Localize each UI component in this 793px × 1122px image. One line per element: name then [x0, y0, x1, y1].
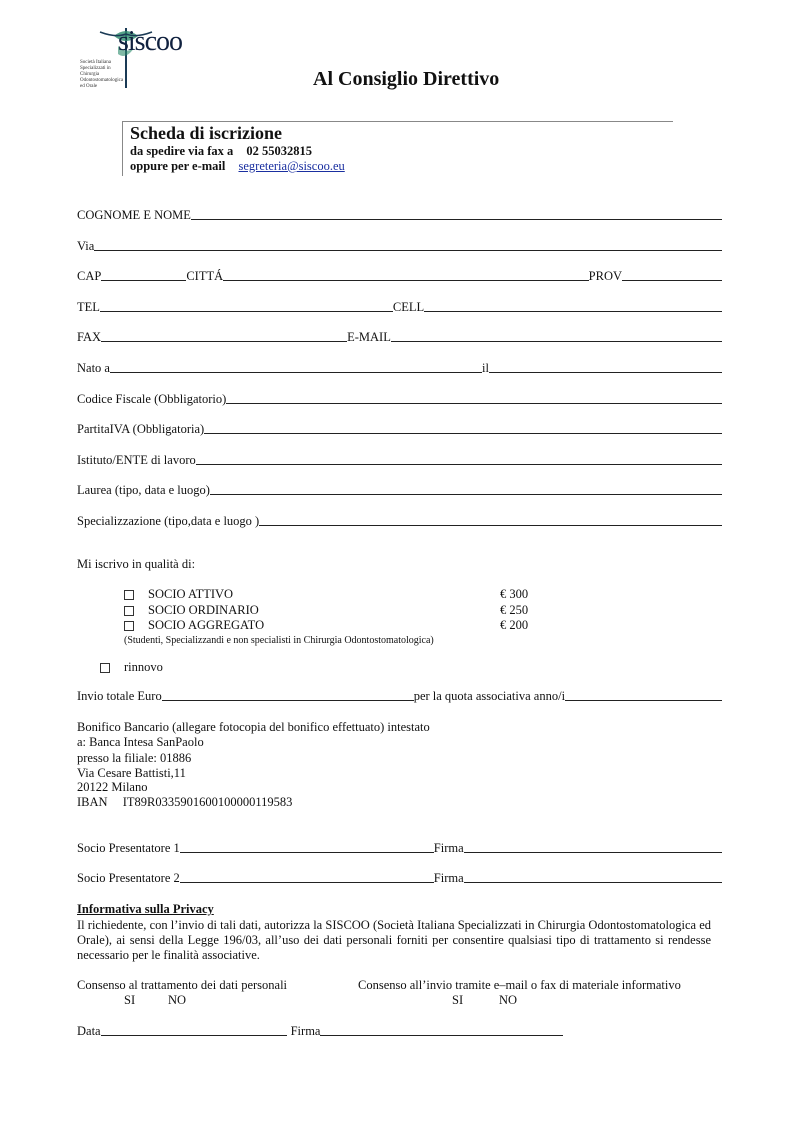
socio1-firma-label: Firma	[433, 841, 464, 855]
prov-field[interactable]	[622, 280, 722, 281]
socio1-row	[77, 841, 722, 856]
iban-line	[77, 795, 292, 810]
tel-label: TEL	[77, 300, 100, 314]
fax-row	[77, 330, 722, 345]
privacy-text: Il richiedente, con l’invio di tali dati, autorizza la SISCOO (Società Italiana Specializzati in Chirurgia Odontostomatologica ed Orale), ai sensi della Legge 196/03, all’uso dei dati personali forniti per consentire qualsiasi tipo di trattamento si rendesse necessario per le finalità associative.	[77, 918, 711, 962]
laurea-row	[77, 483, 722, 498]
via-field[interactable]	[94, 250, 722, 251]
footer-firma-label: Firma	[290, 1024, 321, 1038]
option-label: SOCIO ATTIVO	[148, 587, 234, 601]
email-field[interactable]	[391, 341, 722, 342]
logo-subtext: Società Italiana Specializzati in Chirurgia Odontostomatologica ed Orale	[80, 60, 124, 89]
option-price: € 300	[500, 587, 529, 601]
specializzazione-label: Specializzazione (tipo,data e luogo )	[77, 514, 260, 528]
citta-label: CITTÁ	[186, 269, 224, 283]
istituto-row	[77, 453, 722, 468]
bonifico-line3: presso la filiale: 01886	[77, 751, 192, 765]
rinnovo-label: rinnovo	[124, 660, 163, 674]
membership-intro: Mi iscrivo in qualità di:	[77, 557, 196, 571]
via-label: Via	[77, 239, 95, 253]
socio2-row	[77, 871, 722, 886]
option-label: SOCIO ORDINARIO	[148, 603, 259, 617]
il-field[interactable]	[489, 372, 722, 373]
aggregato-note: (Studenti, Specializzandi e non specialisti in Chirurgia Odontostomatologica)	[124, 635, 434, 646]
socio2-firma-field[interactable]	[464, 882, 722, 883]
nato-row	[77, 361, 722, 376]
cap-label: CAP	[77, 269, 102, 283]
cap-row	[77, 269, 722, 284]
cognome-row	[77, 208, 722, 223]
fax-number: 02 55032815	[246, 144, 312, 158]
partita-iva-label: PartitaIVA (Obbligatoria)	[77, 422, 205, 436]
invio-label: Invio totale Euro	[77, 689, 162, 703]
fax-field[interactable]	[101, 341, 347, 342]
prov-label: PROV	[588, 269, 622, 283]
option-price: € 200	[500, 618, 529, 632]
codice-fiscale-field[interactable]	[226, 403, 722, 404]
cell-label: CELL	[392, 300, 425, 314]
consenso1-si[interactable]: SI	[124, 993, 136, 1007]
citta-field[interactable]	[223, 280, 589, 281]
bonifico-line1: Bonifico Bancario (allegare fotocopia del bonifico effettuato) intestato	[77, 720, 430, 734]
cognome-label: COGNOME E NOME	[77, 208, 191, 222]
il-label: il	[481, 361, 489, 375]
option-price: € 250	[500, 603, 529, 617]
laurea-label: Laurea (tipo, data e luogo)	[77, 483, 210, 497]
partita-iva-field[interactable]	[204, 433, 722, 434]
tel-field[interactable]	[100, 311, 393, 312]
istituto-label: Istituto/ENTE di lavoro	[77, 453, 196, 467]
specializzazione-field[interactable]	[259, 525, 722, 526]
rinnovo-option[interactable]	[100, 660, 163, 675]
consenso1-label: Consenso al trattamento dei dati personali	[77, 978, 288, 992]
cap-field[interactable]	[101, 280, 186, 281]
scheda-top-rule	[122, 121, 673, 122]
specializzazione-row	[77, 514, 722, 529]
email-link[interactable]: segreteria@siscoo.eu	[238, 159, 345, 173]
siscoo-logo	[78, 24, 203, 94]
cell-field[interactable]	[424, 311, 722, 312]
socio2-firma-label: Firma	[433, 871, 464, 885]
iban-value: IT89R0335901600100000119583	[122, 795, 293, 809]
fax-label: da spedire via fax a	[130, 144, 234, 158]
quota-field[interactable]	[565, 700, 722, 701]
consenso2-label: Consenso all’invio tramite e–mail o fax di materiale informativo	[358, 978, 681, 992]
page-title: Al Consiglio Direttivo	[313, 68, 500, 90]
socio1-label: Socio Presentatore 1	[77, 841, 180, 855]
data-field[interactable]	[101, 1035, 287, 1036]
cognome-field[interactable]	[191, 219, 722, 220]
socio1-field[interactable]	[180, 852, 434, 853]
fax-field-label: FAX	[77, 330, 102, 344]
bonifico-line5: 20122 Milano	[77, 780, 148, 794]
option-socio-attivo[interactable]	[124, 587, 233, 602]
bonifico-line2: a: Banca Intesa SanPaolo	[77, 735, 204, 749]
scheda-fax-line	[130, 144, 312, 159]
scheda-email-line	[130, 159, 345, 174]
option-label: SOCIO AGGREGATO	[148, 618, 265, 632]
checkbox-icon[interactable]	[124, 590, 134, 600]
data-label: Data	[77, 1024, 101, 1038]
nato-field[interactable]	[110, 372, 482, 373]
laurea-field[interactable]	[210, 494, 722, 495]
invio-row	[77, 689, 722, 704]
iban-label: IBAN	[77, 795, 108, 809]
footer-firma-field[interactable]	[320, 1035, 563, 1036]
email-label: oppure per e-mail	[130, 159, 226, 173]
scheda-left-rule	[122, 121, 123, 176]
socio2-field[interactable]	[180, 882, 434, 883]
bonifico-line4: Via Cesare Battisti,11	[77, 766, 186, 780]
privacy-title: Informativa sulla Privacy	[77, 902, 214, 916]
nato-label: Nato a	[77, 361, 110, 375]
checkbox-icon[interactable]	[124, 606, 134, 616]
option-socio-aggregato[interactable]	[124, 618, 264, 633]
footer-row	[77, 1024, 563, 1039]
scheda-title: Scheda di iscrizione	[130, 123, 282, 143]
via-row	[77, 239, 722, 254]
codice-fiscale-label: Codice Fiscale (Obbligatorio)	[77, 392, 227, 406]
socio2-label: Socio Presentatore 2	[77, 871, 180, 885]
quota-label: per la quota associativa anno/i	[413, 689, 566, 703]
option-socio-ordinario[interactable]	[124, 603, 259, 618]
partita-iva-row	[77, 422, 722, 437]
consenso2-no[interactable]: NO	[499, 993, 518, 1007]
checkbox-icon[interactable]	[124, 621, 134, 631]
email-field-label: E-MAIL	[347, 330, 391, 344]
invio-field[interactable]	[162, 700, 414, 701]
codice-fiscale-row	[77, 392, 722, 407]
tel-row	[77, 300, 722, 315]
consenso1-no[interactable]: NO	[168, 993, 187, 1007]
logo-wordmark: siscoo	[118, 26, 182, 57]
istituto-field[interactable]	[196, 464, 722, 465]
checkbox-icon[interactable]	[100, 663, 110, 673]
socio1-firma-field[interactable]	[464, 852, 722, 853]
consenso2-si[interactable]: SI	[452, 993, 464, 1007]
